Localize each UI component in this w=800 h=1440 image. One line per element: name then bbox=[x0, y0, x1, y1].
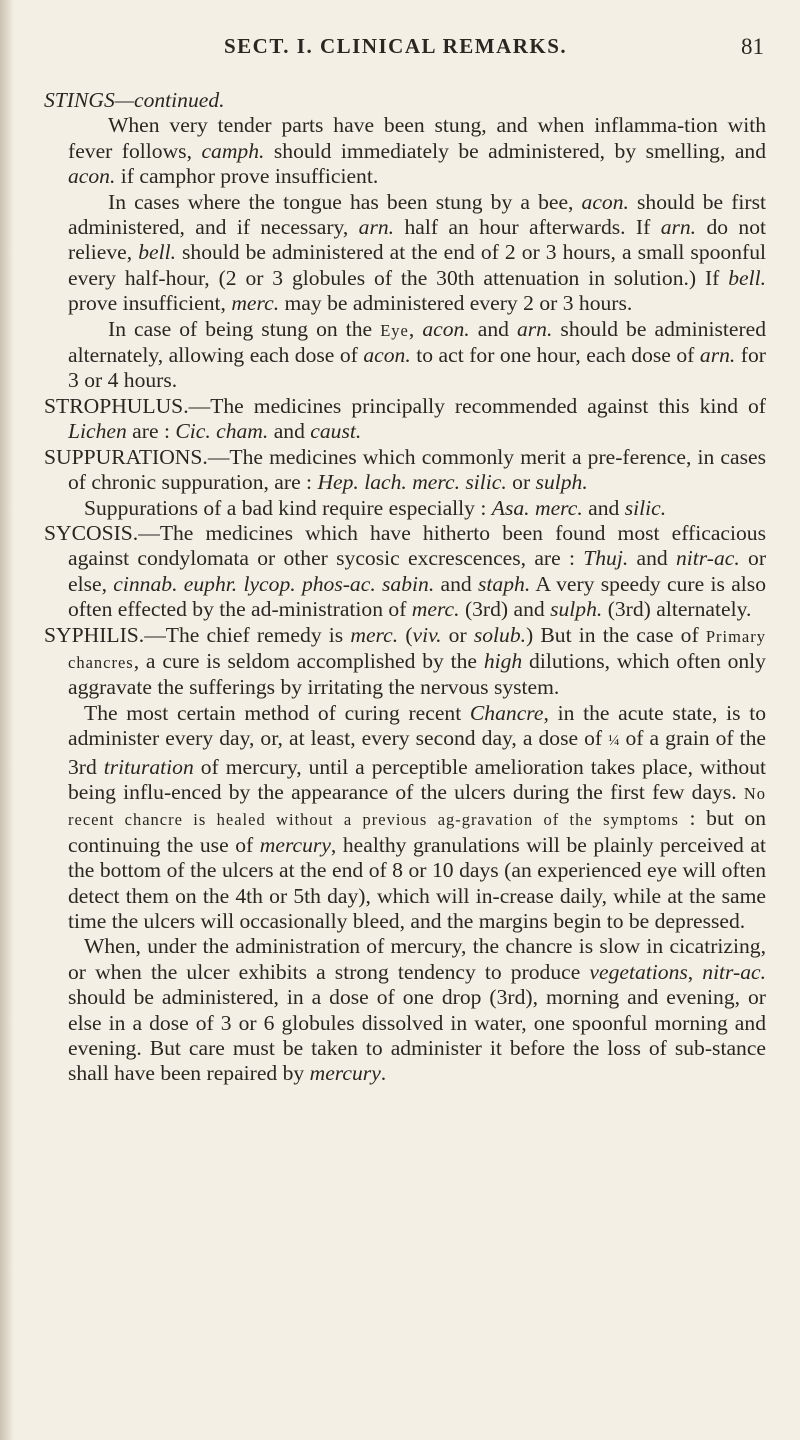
entry-suppurations: SUPPURATIONS.—The medicines which commonly merit a pre-ference, in cases of chronic suppuration, are : Hep. lach. merc. silic. or sulph. bbox=[44, 444, 766, 495]
entry-syphilis: SYPHILIS.—The chief remedy is merc. (viv. or solub.) But in the case of Primary chancres, a cure is seldom accomplished by the high dilutions, which often only aggravate the sufferings by irritating the nervous system. bbox=[44, 622, 766, 700]
entry-sycosis: SYCOSIS.—The medicines which have hitherto been found most efficacious against condylomata or other sycosic excrescences, are : Thuj. and nitr-ac. or else, cinnab. euphr. lycop. phos-ac. sabin. and staph. A very speedy cure is also often effected by the ad-ministration of merc. (3rd) and sulph. (3rd) alternately. bbox=[44, 520, 767, 622]
stings-paragraph-3: In case of being stung on the Eye, acon. and arn. should be administered alternately, allowing each dose of acon. to act for one hour, each dose of arn. for 3 or 4 hours. bbox=[68, 316, 767, 393]
suppurations-paragraph-2: Suppurations of a bad kind require especially : Asa. merc. and silic. bbox=[84, 495, 667, 520]
syphilis-paragraph-3: When, under the administration of mercury, the chancre is slow in cicatrizing, or when the ulcer exhibits a strong tendency to produce vegetations, nitr-ac. should be administered, in a dose of one drop (3rd), morning and evening, or else in a dose of 3 or 6 globules dissolved in water, one spoonful morning and evening. But care must be taken to administer it before the loss of sub-stance shall have been repaired by mercury. bbox=[68, 934, 767, 1086]
syphilis-paragraph-2: The most certain method of curing recent Chancre, in the acute state, is to administer every day, or, at least, every second day, a dose of ¼ of a grain of the 3rd trituration of mercury, until a perceptible amelioration takes place, without being influ-enced by the appearance of the ulcers during the first few days. No recent chancre is healed without a previous ag-gravation of the symptoms : but on continuing the use of mercury, healthy granulations will be plainly perceived at the bottom of the ulcers at the end of 8 or 10 days (an experienced eye will often detect them on the 4th or 5th day), which will in-crease daily, while at the same time the ulcers will occasionally bleed, and the margins begin to be depressed. bbox=[68, 700, 767, 933]
stings-paragraph-2: In cases where the tongue has been stung by a bee, acon. should be first administered, and if necessary, arn. half an hour afterwards. If arn. do not relieve, bell. should be administered at the end of 2 or 3 hours, a small spoonful every half-hour, (2 or 3 globules of the 30th attenuation in solution.) If bell. prove insufficient, merc. may be administered every 2 or 3 hours. bbox=[68, 189, 767, 316]
entry-term: STROPHULUS. bbox=[44, 393, 189, 418]
entry-strophulus: STROPHULUS.—The medicines principally recommended against this kind of Lichen are : Cic. cham. and caust. bbox=[44, 393, 766, 444]
stings-paragraph-1: When very tender parts have been stung, and when inflamma-tion with fever follows, camph. should immediately be administered, by smelling, and acon. if camphor prove insufficient. bbox=[68, 113, 766, 189]
body-text bbox=[44, 88, 766, 1087]
section-heading-stings: STINGS—continued. bbox=[44, 88, 225, 112]
entry-term: SYCOSIS. bbox=[44, 520, 139, 545]
page-number: 81 bbox=[741, 34, 764, 59]
entry-term: SUPPURATIONS. bbox=[44, 444, 208, 469]
running-title: SECT. I. CLINICAL REMARKS. bbox=[224, 34, 568, 58]
entry-term: SYPHILIS. bbox=[44, 622, 145, 647]
